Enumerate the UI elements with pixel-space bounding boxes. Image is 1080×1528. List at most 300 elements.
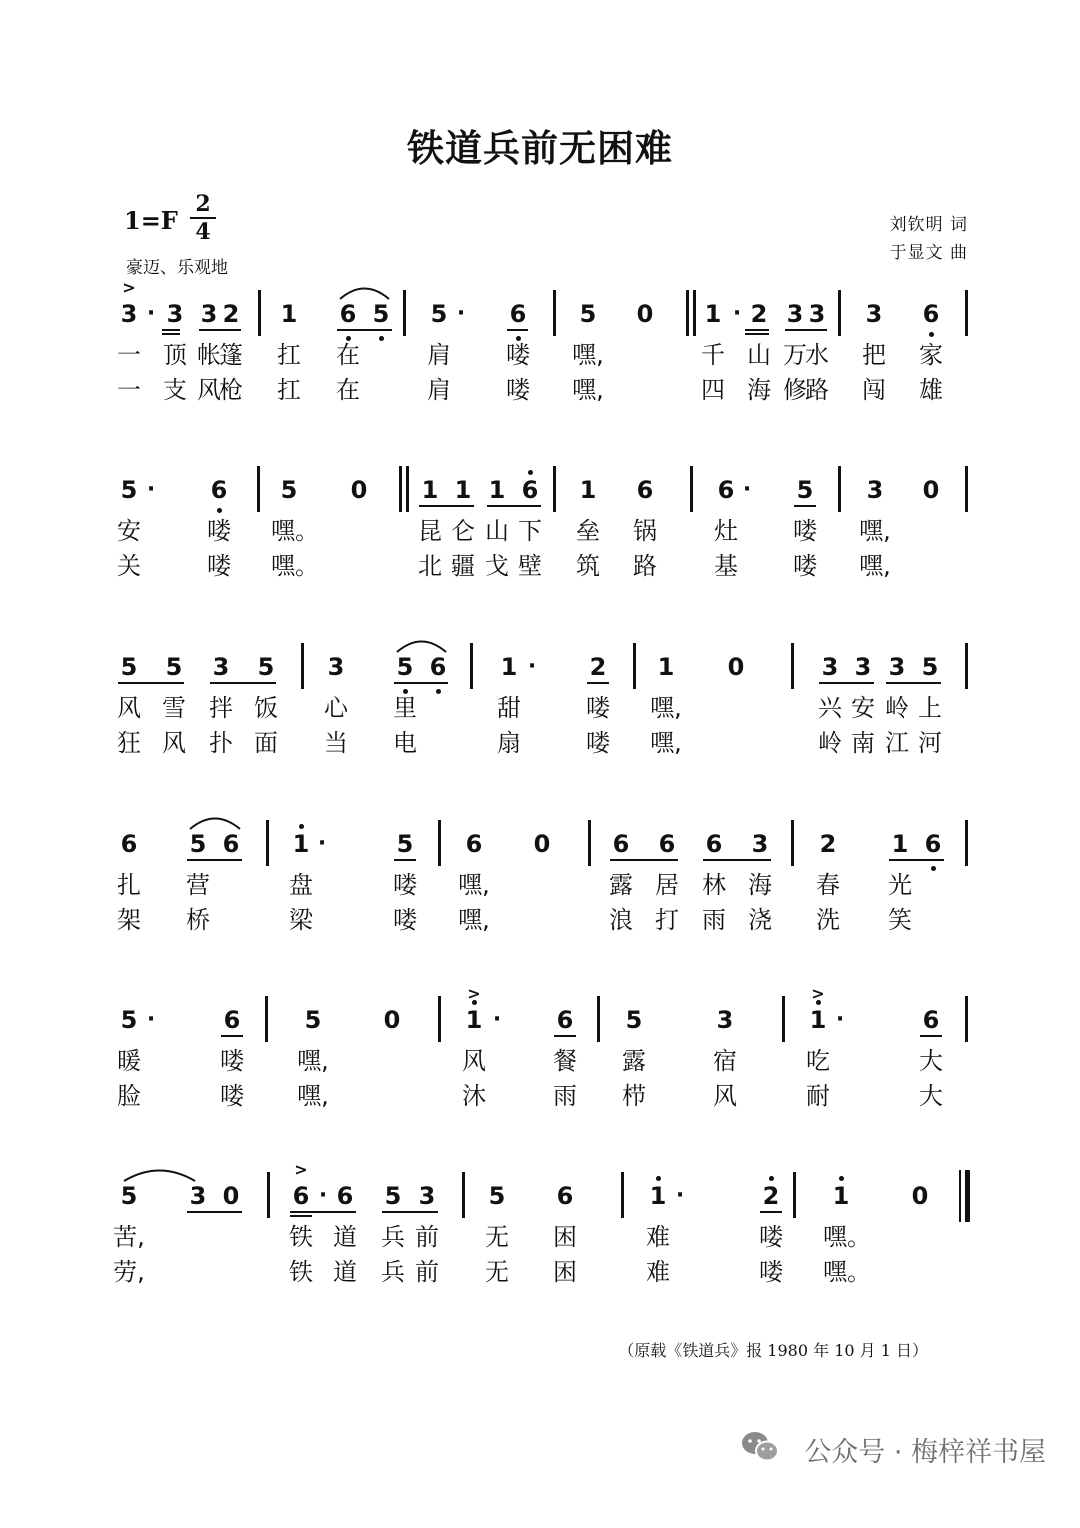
lyric-verse-1: 灶 xyxy=(714,517,738,545)
lyric-verse-1: 喽 xyxy=(586,694,610,722)
barline xyxy=(258,290,261,336)
underline-beam xyxy=(210,682,276,684)
lyric-verse-2: 狂 xyxy=(117,729,141,757)
lyric-verse-1: 前 xyxy=(415,1223,439,1251)
duration-dot: · xyxy=(675,1183,685,1208)
lyric-verse-1: 兴 xyxy=(818,694,842,722)
lyric-verse-1: 光 xyxy=(888,871,912,899)
composer-credit: 于显文 曲 xyxy=(889,243,968,263)
lyric-verse-2: 打 xyxy=(655,906,679,934)
lyric-verse-1: 雪 xyxy=(162,694,186,722)
underline-beam xyxy=(290,1215,312,1217)
note: 6 xyxy=(429,653,447,681)
slur-tie xyxy=(124,1166,195,1182)
lyric-verse-1: 春 xyxy=(816,871,840,899)
note: 3 xyxy=(212,653,230,681)
lyric-verse-1: 扛 xyxy=(277,341,301,369)
slur-tie xyxy=(340,284,389,300)
note: 1 xyxy=(292,830,310,858)
underline-beam xyxy=(187,1211,242,1213)
note: 3 xyxy=(866,476,884,504)
lyric-verse-1: 顶 xyxy=(163,341,187,369)
lyric-verse-2: 雄 xyxy=(919,376,943,404)
note: 5 xyxy=(165,653,183,681)
lyric-verse-1: 安 xyxy=(851,694,875,722)
underline-beam xyxy=(199,329,241,331)
note: 1 xyxy=(500,653,518,681)
barline-double xyxy=(399,466,402,512)
lyric-verse-2: 嘿, xyxy=(297,1082,329,1110)
note: 3 xyxy=(716,1006,734,1034)
lyric-verse-1: 嘿, xyxy=(458,871,490,899)
underline-beam xyxy=(889,859,944,861)
note: 2 xyxy=(750,300,768,328)
note: 0 xyxy=(350,476,368,504)
lyric-verse-2: 海 xyxy=(747,376,771,404)
barline xyxy=(267,1172,270,1218)
lyric-verse-2: 无 xyxy=(485,1258,509,1286)
lyric-verse-1: 道 xyxy=(333,1223,357,1251)
note: 5 xyxy=(921,653,939,681)
note: 1 xyxy=(454,476,472,504)
lyric-verse-1: 餐 xyxy=(553,1047,577,1075)
lyric-verse-2: 南 xyxy=(851,729,875,757)
lyric-verse-2: 修 xyxy=(783,376,807,404)
note: 6 xyxy=(339,300,357,328)
octave-dot-high xyxy=(299,824,304,829)
lyric-verse-2: 筑 xyxy=(576,552,600,580)
lyric-verse-2: 枪 xyxy=(219,376,243,404)
note: 5 xyxy=(579,300,597,328)
lyric-verse-2: 喽 xyxy=(793,552,817,580)
lyric-verse-1: 喽 xyxy=(207,517,231,545)
note: 6 xyxy=(636,476,654,504)
underline-beam xyxy=(187,859,242,861)
wechat-icon xyxy=(740,1430,780,1464)
lyric-verse-2: 栉 xyxy=(622,1082,646,1110)
note: 3 xyxy=(808,300,826,328)
underline-beam xyxy=(382,1211,438,1213)
lyric-verse-1: 嘿, xyxy=(859,517,891,545)
lyric-verse-1: 千 xyxy=(701,341,725,369)
lyric-verse-1: 居 xyxy=(655,871,679,899)
lyric-verse-1: 林 xyxy=(702,871,726,899)
barline xyxy=(838,290,841,336)
underline-beam xyxy=(554,1035,576,1037)
lyricist-credit: 刘钦明 词 xyxy=(889,215,968,235)
lyric-verse-1: 把 xyxy=(862,341,886,369)
lyric-verse-2: 疆 xyxy=(451,552,475,580)
note: 3 xyxy=(120,300,138,328)
underline-beam xyxy=(886,682,941,684)
accent-mark: > xyxy=(467,984,481,1003)
note: 1 xyxy=(891,830,909,858)
lyric-verse-2: 基 xyxy=(714,552,738,580)
note: 3 xyxy=(166,300,184,328)
underline-beam xyxy=(819,682,874,684)
lyric-verse-1: 风 xyxy=(117,694,141,722)
note: 5 xyxy=(430,300,448,328)
note: 1 xyxy=(657,653,675,681)
lyric-verse-2: 嘿, xyxy=(572,376,604,404)
lyric-verse-1: 锅 xyxy=(633,517,657,545)
note: 6 xyxy=(465,830,483,858)
barline xyxy=(965,290,968,336)
lyric-verse-1: 山 xyxy=(747,341,771,369)
barline xyxy=(965,820,968,866)
underline-beam xyxy=(920,1035,942,1037)
duration-dot: · xyxy=(835,1007,845,1032)
lyric-verse-1: 嘿, xyxy=(572,341,604,369)
underline-beam xyxy=(419,505,474,507)
lyric-verse-1: 喽 xyxy=(759,1223,783,1251)
note: 1 xyxy=(809,1006,827,1034)
lyric-verse-2: 雨 xyxy=(702,906,726,934)
key-signature: 1=F xyxy=(124,206,178,235)
note: 5 xyxy=(384,1182,402,1210)
lyric-verse-1: 扎 xyxy=(117,871,141,899)
lyric-verse-2: 大 xyxy=(919,1082,943,1110)
note: 0 xyxy=(922,476,940,504)
note: 5 xyxy=(120,476,138,504)
note: 3 xyxy=(200,300,218,328)
underline-beam xyxy=(745,333,769,335)
note: 6 xyxy=(612,830,630,858)
lyric-verse-2: 四 xyxy=(701,376,725,404)
lyric-verse-2: 耐 xyxy=(806,1082,830,1110)
lyric-verse-1: 吃 xyxy=(806,1047,830,1075)
lyric-verse-1: 岭 xyxy=(885,694,909,722)
lyric-verse-1: 喽 xyxy=(793,517,817,545)
note: 5 xyxy=(796,476,814,504)
underline-beam xyxy=(394,859,416,861)
lyric-verse-2: 风 xyxy=(713,1082,737,1110)
note: 2 xyxy=(589,653,607,681)
note: 5 xyxy=(120,653,138,681)
lyric-verse-2: 路 xyxy=(633,552,657,580)
note: 1 xyxy=(649,1182,667,1210)
lyric-verse-2: 梁 xyxy=(289,906,313,934)
lyric-verse-1: 喽 xyxy=(393,871,417,899)
barline xyxy=(438,996,441,1042)
octave-dot-high xyxy=(769,1176,774,1181)
lyric-verse-2: 路 xyxy=(805,376,829,404)
lyric-verse-1: 难 xyxy=(646,1223,670,1251)
lyric-verse-2: 江 xyxy=(885,729,909,757)
lyric-verse-1: 一 xyxy=(117,341,141,369)
lyric-verse-1: 心 xyxy=(324,694,348,722)
watermark: 公众号 · 梅梓祥书屋 xyxy=(804,1437,1046,1468)
lyric-verse-2: 肩 xyxy=(427,376,451,404)
lyric-verse-2: 河 xyxy=(918,729,942,757)
underline-beam xyxy=(760,1211,782,1213)
lyric-verse-1: 喽 xyxy=(220,1047,244,1075)
barline xyxy=(403,290,406,336)
lyric-verse-2: 当 xyxy=(324,729,348,757)
lyric-verse-2: 嘿, xyxy=(650,729,682,757)
barline xyxy=(633,643,636,689)
lyric-verse-1: 里 xyxy=(393,694,417,722)
accent-mark: > xyxy=(811,984,825,1003)
note: 1 xyxy=(280,300,298,328)
duration-dot: · xyxy=(146,477,156,502)
lyric-verse-2: 困 xyxy=(553,1258,577,1286)
note: 5 xyxy=(396,653,414,681)
note: 3 xyxy=(854,653,872,681)
note: 6 xyxy=(658,830,676,858)
octave-dot-low xyxy=(931,866,936,871)
lyric-verse-1: 拌 xyxy=(209,694,233,722)
lyric-verse-1: 露 xyxy=(609,871,633,899)
time-signature-bottom: 4 xyxy=(195,219,211,245)
note: 0 xyxy=(636,300,654,328)
note: 2 xyxy=(762,1182,780,1210)
underline-beam xyxy=(162,333,180,335)
lyric-verse-2: 电 xyxy=(393,729,417,757)
time-signature xyxy=(190,192,216,244)
lyric-verse-2: 雨 xyxy=(553,1082,577,1110)
note: 2 xyxy=(819,830,837,858)
lyric-verse-2: 扇 xyxy=(497,729,521,757)
lyric-verse-2: 在 xyxy=(336,376,360,404)
note: 3 xyxy=(327,653,345,681)
note: 3 xyxy=(821,653,839,681)
accent-mark: > xyxy=(294,1160,308,1179)
lyric-verse-2: 喽 xyxy=(220,1082,244,1110)
lyric-verse-1: 兵 xyxy=(381,1223,405,1251)
lyric-verse-1: 风 xyxy=(462,1047,486,1075)
lyric-verse-1: 水 xyxy=(805,341,829,369)
note: 5 xyxy=(625,1006,643,1034)
octave-dot-low xyxy=(929,332,934,337)
note: 5 xyxy=(120,1182,138,1210)
note: 5 xyxy=(396,830,414,858)
duration-dot: · xyxy=(317,831,327,856)
lyric-verse-2: 兵 xyxy=(381,1258,405,1286)
lyric-verse-2: 道 xyxy=(333,1258,357,1286)
underline-beam xyxy=(587,682,609,684)
lyric-verse-1: 万 xyxy=(783,341,807,369)
note: 3 xyxy=(786,300,804,328)
barline xyxy=(965,996,968,1042)
lyric-verse-1: 嘿。 xyxy=(823,1223,871,1251)
duration-dot: · xyxy=(527,654,537,679)
barline xyxy=(553,290,556,336)
note: 0 xyxy=(727,653,745,681)
lyric-verse-1: 安 xyxy=(117,517,141,545)
time-signature-top: 2 xyxy=(195,191,211,217)
barline xyxy=(553,466,556,512)
lyric-verse-2: 前 xyxy=(415,1258,439,1286)
note: 3 xyxy=(418,1182,436,1210)
note: 6 xyxy=(922,300,940,328)
note: 0 xyxy=(383,1006,401,1034)
underline-beam xyxy=(487,505,541,507)
barline xyxy=(438,820,441,866)
lyric-verse-1: 下 xyxy=(518,517,542,545)
octave-dot-high xyxy=(528,470,533,475)
lyric-verse-1: 宿 xyxy=(713,1047,737,1075)
note: 0 xyxy=(533,830,551,858)
barline xyxy=(621,1172,624,1218)
lyric-verse-1: 上 xyxy=(918,694,942,722)
lyric-verse-1: 垒 xyxy=(576,517,600,545)
note: 3 xyxy=(888,653,906,681)
lyric-verse-1: 仑 xyxy=(451,517,475,545)
underline-beam xyxy=(785,329,827,331)
barline xyxy=(266,820,269,866)
barline xyxy=(791,643,794,689)
underline-beam xyxy=(394,682,448,684)
note: 0 xyxy=(222,1182,240,1210)
duration-dot: · xyxy=(492,1007,502,1032)
note: 5 xyxy=(257,653,275,681)
song-title: 铁道兵前无困难 xyxy=(407,126,673,170)
note: 6 xyxy=(705,830,723,858)
barline xyxy=(301,643,304,689)
lyric-verse-2: 沐 xyxy=(462,1082,486,1110)
barline xyxy=(257,466,260,512)
underline-beam xyxy=(290,1211,356,1213)
lyric-verse-1: 帐 xyxy=(197,341,221,369)
lyric-verse-2: 喽 xyxy=(586,729,610,757)
note: 6 xyxy=(521,476,539,504)
lyric-verse-1: 无 xyxy=(485,1223,509,1251)
octave-dot-high xyxy=(839,1176,844,1181)
lyric-verse-1: 家 xyxy=(919,341,943,369)
note: 5 xyxy=(372,300,390,328)
note: 6 xyxy=(210,476,228,504)
note: 5 xyxy=(189,830,207,858)
lyric-verse-2: 铁 xyxy=(289,1258,313,1286)
octave-dot-low xyxy=(436,689,441,694)
lyric-verse-2: 脸 xyxy=(117,1082,141,1110)
note: 1 xyxy=(465,1006,483,1034)
note: 6 xyxy=(336,1182,354,1210)
lyric-verse-2: 闯 xyxy=(862,376,886,404)
lyric-verse-2: 壁 xyxy=(518,552,542,580)
underline-beam xyxy=(118,682,184,684)
note: 6 xyxy=(292,1182,310,1210)
lyric-verse-2: 浇 xyxy=(748,906,772,934)
lyric-verse-2: 笑 xyxy=(888,906,912,934)
lyric-verse-1: 海 xyxy=(748,871,772,899)
note: 5 xyxy=(304,1006,322,1034)
octave-dot-low xyxy=(379,336,384,341)
note: 6 xyxy=(120,830,138,858)
barline xyxy=(265,996,268,1042)
barline xyxy=(470,643,473,689)
lyric-verse-2: 岭 xyxy=(818,729,842,757)
lyric-verse-1: 营 xyxy=(186,871,210,899)
barline xyxy=(965,466,968,512)
lyric-verse-2: 关 xyxy=(117,552,141,580)
barline xyxy=(597,996,600,1042)
note: 6 xyxy=(223,1006,241,1034)
note: 1 xyxy=(832,1182,850,1210)
note: 6 xyxy=(924,830,942,858)
lyric-verse-2: 北 xyxy=(418,552,442,580)
lyric-verse-2: 戈 xyxy=(485,552,509,580)
underline-beam xyxy=(745,329,769,331)
underline-beam xyxy=(507,329,528,331)
lyric-verse-2: 嘿。 xyxy=(271,552,319,580)
lyric-verse-2: 风 xyxy=(197,376,221,404)
underline-beam xyxy=(610,859,678,861)
barline xyxy=(965,643,968,689)
barline-final xyxy=(959,1170,961,1222)
lyric-verse-2: 喽 xyxy=(506,376,530,404)
note: 3 xyxy=(751,830,769,858)
lyric-verse-1: 篷 xyxy=(219,341,243,369)
slur-tie xyxy=(190,814,240,830)
barline xyxy=(462,1172,465,1218)
note: 1 xyxy=(421,476,439,504)
barline xyxy=(782,996,785,1042)
note: 1 xyxy=(704,300,722,328)
note: 6 xyxy=(556,1006,574,1034)
lyric-verse-1: 盘 xyxy=(289,871,313,899)
lyric-verse-2: 风 xyxy=(162,729,186,757)
duration-dot: · xyxy=(318,1183,328,1208)
note: 5 xyxy=(488,1182,506,1210)
lyric-verse-2: 喽 xyxy=(393,906,417,934)
note: 5 xyxy=(280,476,298,504)
lyric-verse-1: 苦, xyxy=(113,1223,145,1251)
barline xyxy=(793,1172,796,1218)
lyric-verse-1: 喽 xyxy=(506,341,530,369)
lyric-verse-2: 难 xyxy=(646,1258,670,1286)
duration-dot: · xyxy=(146,1007,156,1032)
lyric-verse-2: 一 xyxy=(117,376,141,404)
lyric-verse-2: 扛 xyxy=(277,376,301,404)
duration-dot: · xyxy=(742,477,752,502)
lyric-verse-2: 扑 xyxy=(209,729,233,757)
lyric-verse-1: 暖 xyxy=(117,1047,141,1075)
note: 6 xyxy=(556,1182,574,1210)
note: 0 xyxy=(911,1182,929,1210)
underline-beam xyxy=(221,1035,243,1037)
lyric-verse-1: 昆 xyxy=(418,517,442,545)
barline-double xyxy=(406,466,409,512)
note: 6 xyxy=(717,476,735,504)
lyric-verse-1: 露 xyxy=(622,1047,646,1075)
lyric-verse-2: 架 xyxy=(117,906,141,934)
barline-double xyxy=(686,290,689,336)
underline-beam xyxy=(337,329,392,331)
lyric-verse-2: 浪 xyxy=(609,906,633,934)
lyric-verse-1: 在 xyxy=(336,341,360,369)
note: 3 xyxy=(865,300,883,328)
lyric-verse-1: 山 xyxy=(485,517,509,545)
lyric-verse-2: 劳, xyxy=(113,1258,145,1286)
barline xyxy=(838,466,841,512)
lyric-verse-2: 嘿, xyxy=(458,906,490,934)
barline-double xyxy=(693,290,696,336)
note: 6 xyxy=(222,830,240,858)
lyric-verse-2: 支 xyxy=(163,376,187,404)
lyric-verse-2: 面 xyxy=(254,729,278,757)
lyric-verse-1: 甜 xyxy=(497,694,521,722)
note: 6 xyxy=(922,1006,940,1034)
octave-dot-high xyxy=(656,1176,661,1181)
duration-dot: · xyxy=(456,301,466,326)
barline xyxy=(588,820,591,866)
lyric-verse-1: 饭 xyxy=(254,694,278,722)
barline xyxy=(791,820,794,866)
barline xyxy=(690,466,693,512)
barline-final xyxy=(965,1170,970,1222)
